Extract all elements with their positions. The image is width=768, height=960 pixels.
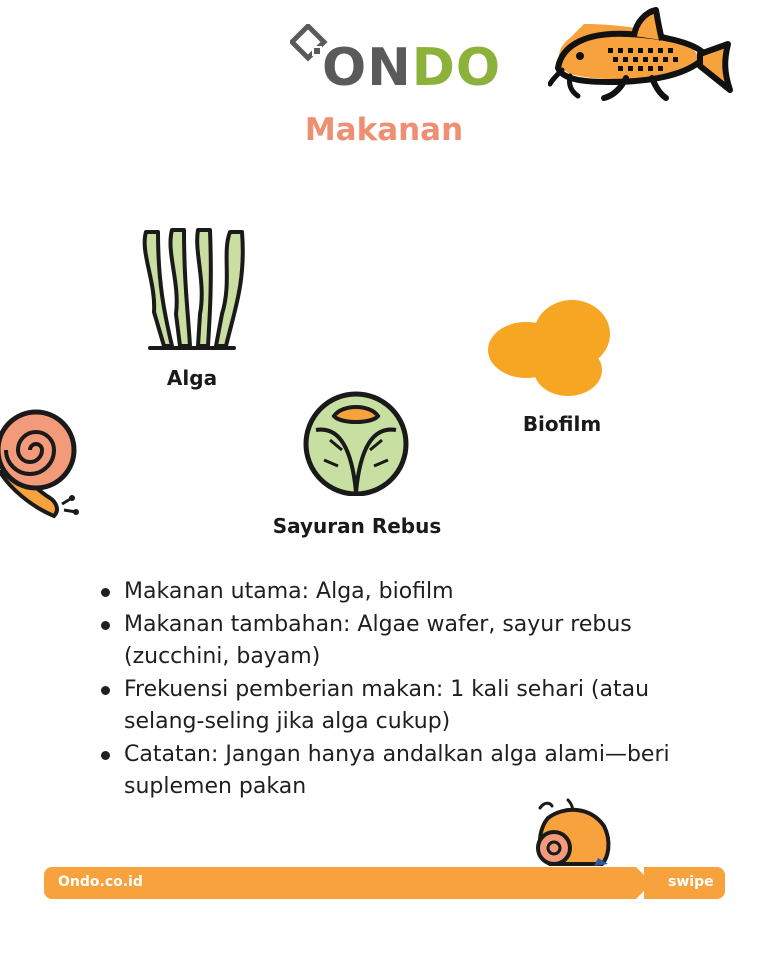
swipe-button[interactable]	[644, 867, 725, 899]
page-title: Makanan	[304, 112, 464, 148]
footer-site-bar[interactable]	[44, 867, 636, 899]
bullet-item: Catatan: Jangan hanya andalkan alga alami—beri suplemen pakan	[98, 739, 718, 803]
alga-label: Alga	[166, 366, 218, 390]
footer-bar	[44, 867, 725, 899]
bullet-item: Frekuensi pemberian makan: 1 kali sehari (atau selang-seling jika alga cukup)	[98, 674, 718, 738]
cabbage-icon	[300, 390, 412, 496]
bullet-item: Makanan utama: Alga, biofilm	[98, 576, 718, 608]
logo-on: ON	[322, 38, 412, 98]
small-snail-icon	[528, 798, 612, 868]
brand-logo	[290, 22, 502, 102]
biofilm-icon	[488, 298, 614, 398]
footer-site-link[interactable]: Ondo.co.id	[58, 874, 143, 890]
alga-icon	[136, 222, 246, 352]
snail-icon	[0, 402, 82, 524]
logo-wordmark	[322, 38, 502, 98]
bullet-item: Makanan tambahan: Algae wafer, sayur rebus (zucchini, bayam)	[98, 609, 718, 673]
fish-icon	[548, 4, 738, 108]
swipe-label: swipe	[668, 874, 714, 890]
sayuran-label: Sayuran Rebus	[272, 514, 442, 538]
food-bullet-list	[98, 576, 718, 804]
logo-do: DO	[411, 38, 502, 98]
biofilm-label: Biofilm	[522, 412, 602, 436]
